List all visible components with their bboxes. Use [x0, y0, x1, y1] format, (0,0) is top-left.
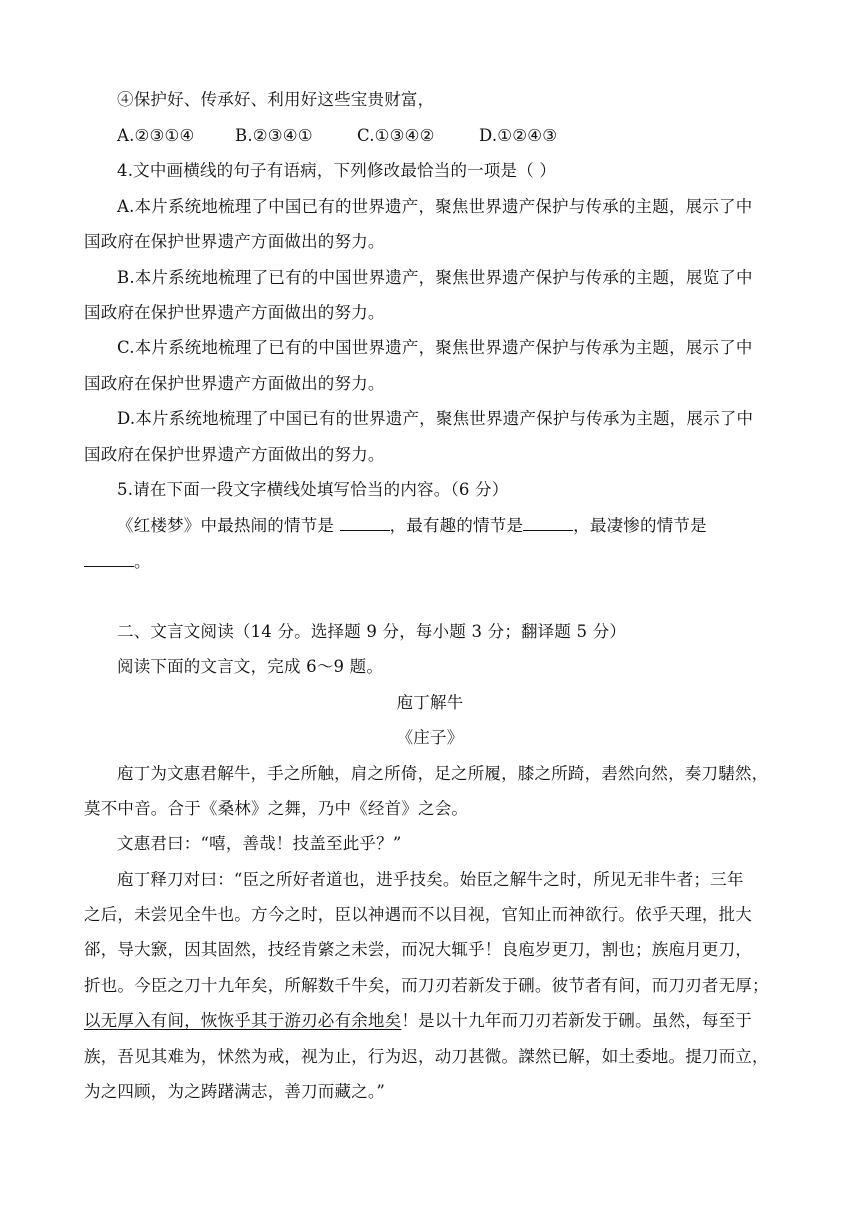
passage-line-6: 郤，导大窾，因其固然，技经肯綮之未尝，而况大辄乎！良庖岁更刀，割也；族庖月更刀， — [84, 940, 752, 959]
q5-text-line1 — [117, 514, 784, 538]
q5-text-line2 — [84, 550, 784, 574]
q5-blank-1 — [340, 514, 390, 531]
q4-option-c-line1: C.本片系统地梳理了已有的中国世界遗产，聚焦世界遗产保护与传承为主题，展示了中 — [117, 338, 753, 357]
q5-text-part1: 《红楼梦》中最热闹的情节是 — [117, 516, 335, 535]
passage-line-7: 折也。今臣之刀十九年矣，所解数千牛矣，而刀刃若新发于硎。彼节者有间，而刀刃者无厚； — [84, 976, 769, 995]
q5-blank-2 — [523, 514, 573, 531]
q4-option-d-line1: D.本片系统地梳理了中国已有的世界遗产，聚焦世界遗产保护与传承为主题，展示了中 — [117, 409, 754, 428]
q5-text-part2: ，最有趣的情节是 — [389, 516, 524, 535]
q3-option-c: C.①③④② — [357, 126, 435, 145]
passage-line-1: 庖丁为文惠君解牛，手之所触，肩之所倚，足之所履，膝之所踦，砉然向然，奏刀騞然， — [117, 764, 769, 783]
q5-blank-3 — [84, 550, 134, 567]
q3-option-b: B.②③④① — [235, 126, 313, 145]
q5-text-part4: 。 — [134, 552, 151, 571]
passage-line-5: 之后，未尝见全牛也。方今之时，臣以神遇而不以目视，官知止而神欲行。依乎天理，批大 — [84, 905, 752, 924]
passage-line-3: 文惠君曰：“嘻，善哉！技盖至此乎？” — [117, 834, 402, 853]
passage-line-8-rest: ！是以十九年而刀刃若新发于硎。虽然，每至于 — [401, 1011, 753, 1030]
underlined-sentence: 以无厚入有间，恢恢乎其于游刃必有余地矣 — [84, 1011, 402, 1030]
passage-line-4: 庖丁释刀对曰：“臣之所好者道也，进乎技矣。始臣之解牛之时，所见无非牛者；三年 — [117, 870, 744, 889]
q4-option-d-line2: 国政府在保护世界遗产方面做出的努力。 — [84, 445, 385, 464]
q5-text-part3: ，最凄惨的情节是 — [573, 516, 707, 535]
q4-option-b-line2: 国政府在保护世界遗产方面做出的努力。 — [84, 303, 385, 322]
passage-line-2: 莫不中音。合于《桑林》之舞，乃中《经首》之会。 — [84, 799, 469, 818]
q3-options — [117, 124, 784, 148]
passage-title: 庖丁解牛 — [396, 693, 464, 712]
q5-stem: 5.请在下面一段文字横线处填写恰当的内容。（6 分） — [117, 480, 509, 499]
q4-option-c-line2: 国政府在保护世界遗产方面做出的努力。 — [84, 374, 385, 393]
q4-option-b-line1: B.本片系统地梳理了已有的中国世界遗产，聚焦世界遗产保护与传承的主题，展览了中 — [117, 268, 753, 287]
section2-instruction: 阅读下面的文言文，完成 6～9 题。 — [117, 657, 384, 676]
q4-stem: 4.文中画横线的句子有语病，下列修改最恰当的一项是（ ） — [117, 161, 557, 180]
q4-option-a-line2: 国政府在保护世界遗产方面做出的努力。 — [84, 232, 385, 251]
passage-source: 《庄子》 — [396, 728, 464, 747]
q3-item-4: ④保护好、传承好、利用好这些宝贵财富， — [117, 90, 435, 109]
q4-option-a-line1: A.本片系统地梳理了中国已有的世界遗产，聚焦世界遗产保护与传承的主题，展示了中 — [117, 197, 753, 216]
q3-option-a: A.②③①④ — [117, 126, 195, 145]
passage-line-10: 为之四顾，为之踌躇满志，善刀而藏之。” — [84, 1082, 385, 1101]
section2-heading: 二、文言文阅读（14 分。选择题 9 分，每小题 3 分；翻译题 5 分） — [117, 622, 627, 641]
q3-option-d: D.①②④③ — [479, 126, 558, 145]
passage-line-9: 族，吾见其难为，怵然为戒，视为止，行为迟，动刀甚微。謋然已解，如土委地。提刀而立， — [84, 1047, 769, 1066]
passage-line-8 — [84, 1009, 784, 1033]
